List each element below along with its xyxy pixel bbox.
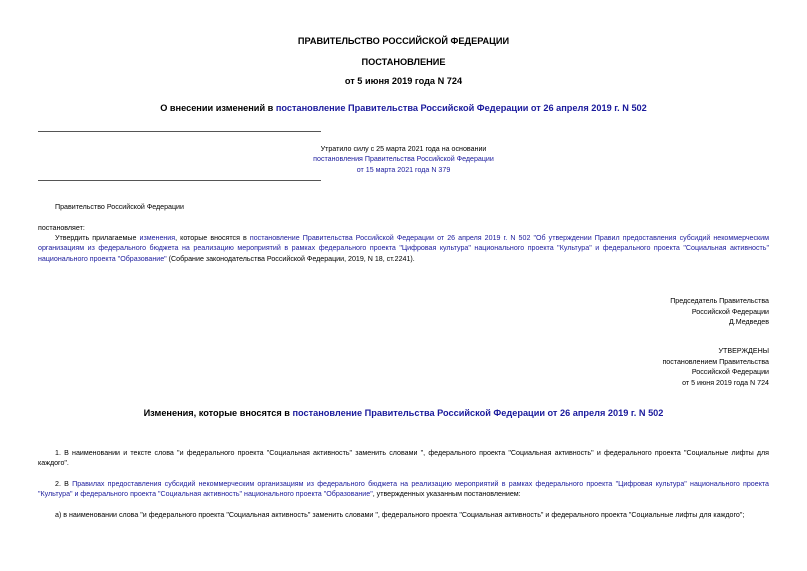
signatory-name: Д.Медведев: [728, 318, 769, 326]
change-item-1: 1. В наименовании и тексте слова "и федерального проекта "Социальная активность" заменить словами ", федерального проекта "Социальная активность" и федерального проекта "Социальные лифты для каждого".: [38, 449, 769, 468]
subsidy-rules-link[interactable]: Правилах предоставления субсидий некоммерческим организациям из федерального бюджета на реализацию мероприятий в рамках федерального проекта "Цифровая культура" национального проекта "Культура" и федерального проекта "Социальная активность" национального проекта "Образование": [38, 480, 769, 499]
issuer-text: Правительство Российской Федерации: [55, 203, 184, 211]
decrees-text: постановляет:: [38, 224, 85, 232]
resolution-paragraph: Утвердить прилагаемые изменения, которые вносятся в постановление Правительства Российской Федерации от 26 апреля 2019 г. N 502 "Об утверждении Правил предоставления субсидий некоммерческим организациям из федерального бюджета на реализацию мероприятий в рамках федерального проекта "Цифровая культура" национального проекта "Культура" и федерального проекта "Социальная активность" национального проекта "Образование" (Собрание законодательства Российской Федерации, 2019, N 18, ст.2241).: [38, 234, 769, 263]
signatory-position: Председатель Правительства: [670, 297, 769, 305]
document-title-prefix: О внесении изменений в: [160, 103, 276, 113]
signatory-position-country: Российской Федерации: [691, 307, 769, 316]
divider-top: [38, 131, 321, 132]
amended-decree-link[interactable]: постановление Правительства Российской Федерации от 26 апреля 2019 г. N 502: [275, 103, 647, 113]
repealing-decree-date-link[interactable]: от 15 марта 2021 года N 379: [356, 165, 451, 174]
issuing-authority: ПРАВИТЕЛЬСТВО РОССИЙСКОЙ ФЕДЕРАЦИИ: [297, 36, 510, 46]
changes-link[interactable]: изменения: [139, 234, 176, 242]
document-title: [0, 103, 807, 113]
document-type: ПОСТАНОВЛЕНИЕ: [361, 57, 446, 67]
decree-502-link[interactable]: постановление Правительства Российской Федерации от 26 апреля 2019 г. N 502 "Об утверждении Правил предоставления субсидий некоммерческим организациям из федерального бюджета на реализацию мероприятий в рамках федерального проекта "Цифровая культура" национального проекта "Культура" и федерального проекта "Социальная активность" национального проекта "Образование": [38, 234, 769, 263]
approval-block: УТВЕРЖДЕНЫ постановлением Правительства Российской Федерации от 5 июня 2019 года N 724: [662, 347, 769, 387]
signature-block: [670, 296, 769, 328]
approval-stamp: УТВЕРЖДЕНЫ: [718, 347, 769, 355]
changes-heading-decree-link[interactable]: постановление Правительства Российской Федерации от 26 апреля 2019 г. N 502: [292, 408, 664, 418]
lapsed-notice: [260, 144, 547, 175]
change-item-2: 2. В Правилах предоставления субсидий некоммерческим организациям из федерального бюджета на реализацию мероприятий в рамках федерального проекта "Цифровая культура" национального проекта "Культура" и федерального проекта "Социальная активность" национального проекта "Образование", утвержденных указанным постановлением:: [38, 480, 769, 499]
change-item-2a: а) в наименовании слова "и федерального проекта "Социальная активность" заменить словами ", федерального проекта "Социальная активность" и федерального проекта "Социальные лифты для каждого";: [55, 511, 745, 519]
lapsed-notice-text: Утратило силу с 25 марта 2021 года на основании: [320, 145, 487, 153]
repealing-decree-link[interactable]: постановления Правительства Российской Федерации: [313, 155, 494, 164]
divider-bottom: [38, 180, 321, 181]
changes-heading: Изменения, которые вносятся в постановление Правительства Российской Федерации от 26 апреля 2019 г. N 502: [143, 408, 664, 418]
document-date-number: от 5 июня 2019 года N 724: [344, 76, 463, 86]
